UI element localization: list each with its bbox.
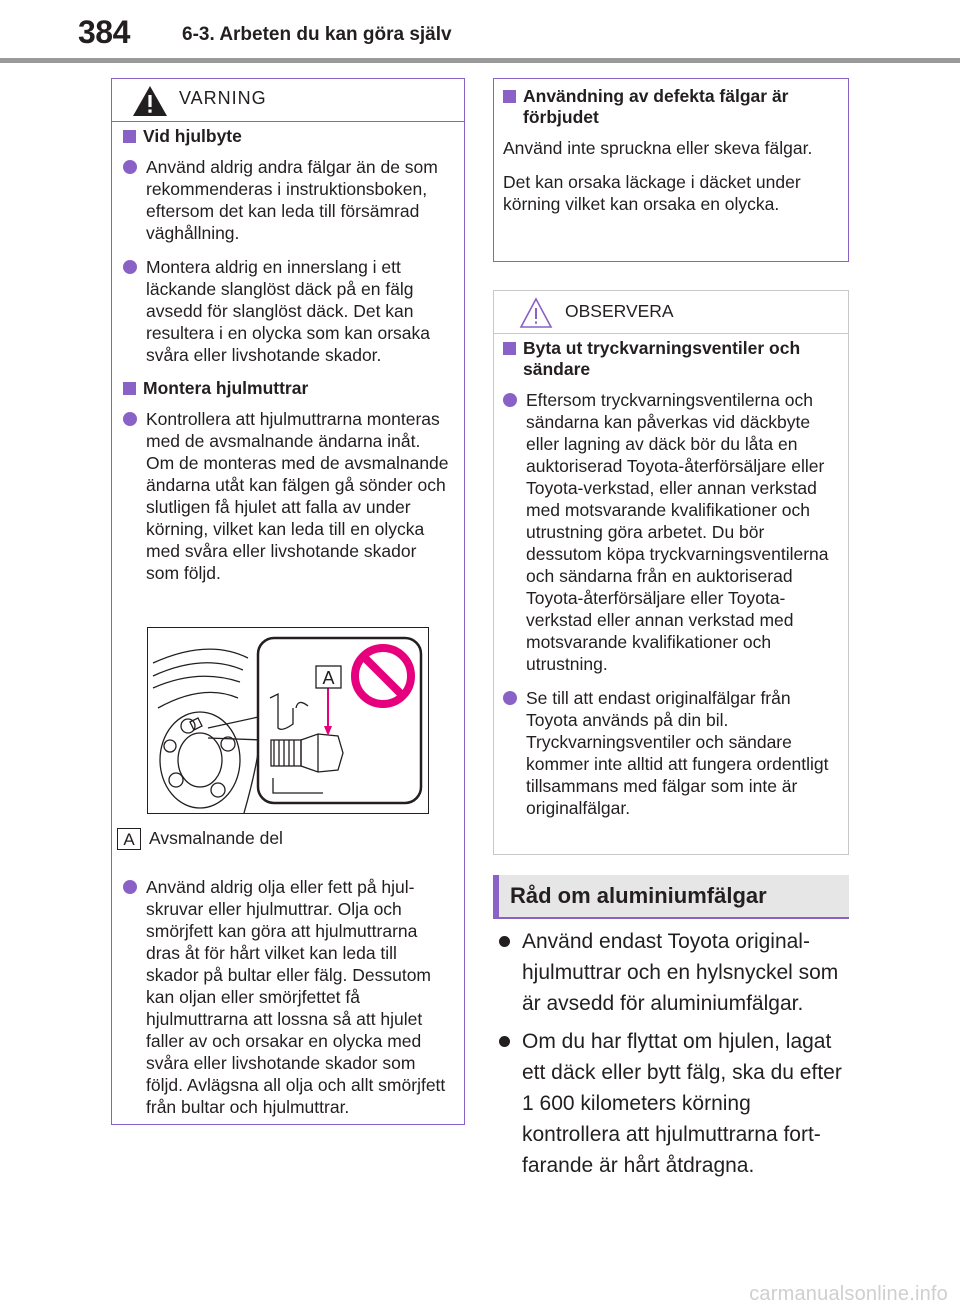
aluminium-heading-text: Råd om aluminiumfälgar xyxy=(510,883,767,908)
round-bullet-icon xyxy=(123,880,137,894)
subheading-montera-hjulmuttrar: Montera hjulmuttrar xyxy=(123,378,453,399)
list-item: Använd endast Toyota originalhjulmuttrar och en hylsnyckel som är avsedd för aluminiumfälgar. xyxy=(495,926,845,1019)
warning-content-top xyxy=(123,126,453,596)
warning-content-bottom xyxy=(123,876,453,1130)
list-item: Använd aldrig olja eller fett på hjulskruvar eller hjulmuttrar. Olja och smörjfett kan göra att hjulmuttrarna dras åt för hårt vilket kan leda till skador på bultar eller fälg. Dessutom kan oljan eller smörjfettet få hjulmuttrarna att lossna så att hjulet faller av och orsakar en olycka med svåra eller livshotande skador som följd. Avlägsna all olja och allt smörjfett från bultar och hjulmuttrar. xyxy=(123,876,453,1118)
figure-legend xyxy=(117,828,283,850)
section-title: 6-3. Arbeten du kan göra själv xyxy=(182,24,452,45)
list-item: Eftersom tryckvarningsventilerna och sändarna kan påverkas vid däckbyte eller lagning av däck bör du låta en auktoriserad Toyota-återförsäljare eller Toyota-verkstad, eller annan verkstad med motsvarande kvalifikationer och utrustning göra arbetet. Du bör dessutom köpa tryckvarningsventilerna och sändarna från en auktoriserad Toyota-återförsäljare eller Toyota-verkstad eller annan verkstad med motsvarande kvalifikationer och utrustning. xyxy=(503,389,836,675)
paragraph: Det kan orsaka läckage i däcket under körning vilket kan orsaka en olycka. xyxy=(503,172,801,214)
round-bullet-icon xyxy=(503,691,517,705)
round-bullet-icon xyxy=(503,393,517,407)
list-item: Se till att endast originalfälgar från Toyota används på din bil. Tryckvarningsventiler och sändare kommer inte alltid att fungera ordentligt tillsammans med fälgar som inte är originalfälgar. xyxy=(503,687,836,819)
round-bullet-icon xyxy=(499,1036,510,1047)
warning-title: VARNING xyxy=(179,88,267,108)
observera-title: OBSERVERA xyxy=(565,301,674,321)
list-item: Montera aldrig en innerslang i ett läckande slanglöst däck på en fälg avsedd för slanglöst däck. Det kan resultera i en olycka som kan orsaka svåra eller livshotande skador. xyxy=(123,256,453,366)
round-bullet-icon xyxy=(123,412,137,426)
observera-header xyxy=(494,291,848,334)
subheading-defekta: Användning av defekta fälgar är förbjudet xyxy=(503,86,838,128)
subheading-tryckvarning: Byta ut tryckvarningsventiler och sändare xyxy=(503,338,836,380)
round-bullet-icon xyxy=(123,160,137,174)
square-bullet-icon xyxy=(503,90,516,103)
square-bullet-icon xyxy=(503,342,516,355)
heading-accent-bar xyxy=(493,875,499,917)
legend-key-a: A xyxy=(117,828,141,850)
list-item: Kontrollera att hjulmuttrarna monteras med de avsmalnande ändarna inåt. Om de monteras med de avsmalnande ändarna utåt kan fälgen gå sönder och slutligen få hjulet att falla av under körning, vilket kan leda till en olycka med svåra eller livshotande skador som följd. xyxy=(123,408,453,584)
legend-text: Avsmalnande del xyxy=(149,828,283,848)
square-bullet-icon xyxy=(123,130,136,143)
caution-icon xyxy=(519,297,553,329)
header-rule xyxy=(0,58,960,63)
subheading-hjulbyte: Vid hjulbyte xyxy=(123,126,453,147)
aluminium-section-heading xyxy=(493,875,849,919)
watermark: carmanualsonline.info xyxy=(749,1283,948,1305)
page-header xyxy=(0,0,960,66)
defekta-box xyxy=(493,78,849,262)
list-item: Om du har flyttat om hjulen, lagat ett däck eller bytt fälg, ska du efter 1 600 kilometers körning kontrollera att hjulmuttrarna fortfarande är hårt åtdragna. xyxy=(495,1026,845,1181)
round-bullet-icon xyxy=(499,936,510,947)
aluminium-list xyxy=(495,926,845,1188)
warning-icon xyxy=(132,85,168,117)
list-item: Använd aldrig andra fälgar än de som rekommenderas i instruktionsboken, eftersom det kan leda till försämrad väghållning. xyxy=(123,156,453,244)
figure-label-a: A xyxy=(322,668,335,688)
wheel-hub-drawing xyxy=(148,628,428,813)
square-bullet-icon xyxy=(123,382,136,395)
observera-box xyxy=(493,290,849,855)
defekta-content xyxy=(503,86,838,227)
observera-content xyxy=(503,338,836,831)
paragraph: Använd inte spruckna eller skeva fälgar. xyxy=(503,138,813,158)
warning-box xyxy=(111,78,465,1125)
page-number: 384 xyxy=(78,14,130,50)
warning-header xyxy=(112,79,464,122)
wheel-nut-illustration xyxy=(147,627,429,814)
round-bullet-icon xyxy=(123,260,137,274)
